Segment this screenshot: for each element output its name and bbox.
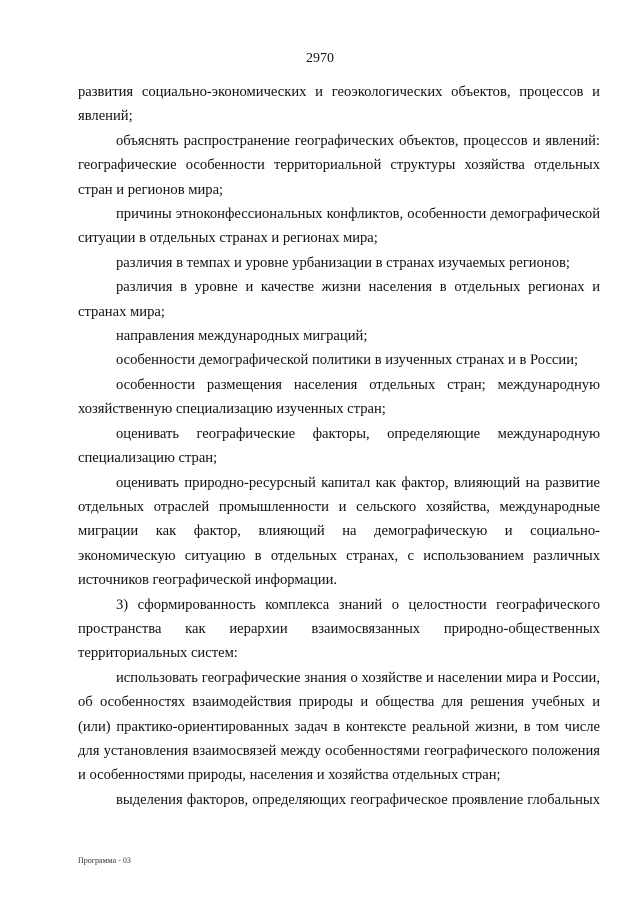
footer-label: Программа - 03	[78, 856, 131, 865]
page-number: 2970	[306, 51, 334, 66]
paragraph-natural-resource-capital: оценивать природно-ресурсный капитал как фактор, влияющий на развитие отдельных отраслей промышленности и сельского хозяйства, международные миграции как фактор, влияющий на демографическую и социально-экономическую ситуацию в отдельных странах, с использованием различных источников географической информации.	[78, 474, 600, 589]
paragraph-evaluate-factors: оценивать географические факторы, определяющие международную специализацию стран;	[78, 425, 600, 467]
paragraph-urbanization: различия в темпах и уровне урбанизации в странах изучаемых регионов;	[116, 254, 570, 271]
paragraph-explain-distribution: объяснять распространение географических объектов, процессов и явлений: географические особенности территориальной структуры хозяйства отдельных стран и регионов мира;	[78, 132, 600, 198]
paragraph-living-standards: различия в уровне и качестве жизни населения в отдельных регионах и странах мира;	[78, 279, 600, 320]
body-text	[78, 80, 600, 812]
paragraph-item-3: 3) сформированность комплекса знаний о целостности географического пространства как иерархии взаимосвязанных природно-общественных территориальных систем:	[78, 596, 600, 662]
paragraph-demographic-policy: особенности демографической политики в изученных странах и в России;	[116, 352, 579, 369]
paragraph-global-factors: выделения факторов, определяющих географическое проявление глобальных	[116, 791, 600, 808]
paragraph-migration-directions: направления международных миграций;	[116, 328, 368, 345]
paragraph-use-knowledge: использовать географические знания о хозяйстве и населении мира и России, об особенностях взаимодействия природы и общества для решения учебных и (или) практико-ориентированных задач в контексте реальной жизни, в том числе для установления взаимосвязей между особенностями географического положения и особенностями природы, населения и хозяйства отдельных стран;	[78, 669, 600, 784]
paragraph-continuation: развития социально-экономических и геоэкологических объектов, процессов и явлений;	[78, 84, 600, 125]
paragraph-ethno-conflicts: причины этноконфессиональных конфликтов, особенности демографической ситуации в отдельных странах и регионах мира;	[78, 206, 600, 247]
paragraph-population-distribution: особенности размещения населения отдельных стран; международную хозяйственную специализацию изученных стран;	[78, 376, 600, 418]
